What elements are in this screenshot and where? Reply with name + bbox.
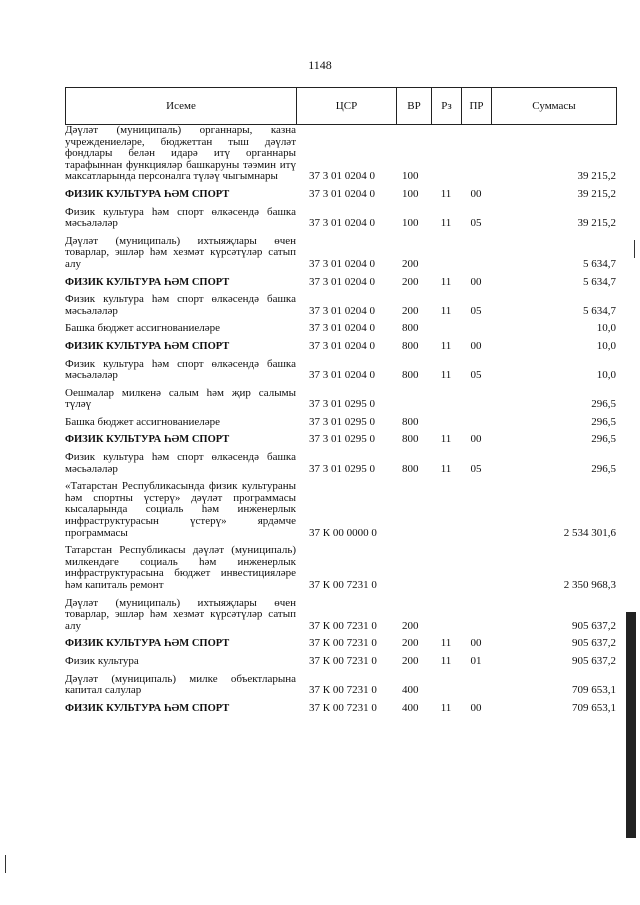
- row-rz: 11: [440, 637, 452, 650]
- row-sum: 5 634,7: [583, 275, 616, 288]
- row-csr: 37 3 01 0295 0: [309, 462, 375, 475]
- row-rz: 11: [440, 187, 452, 200]
- row-rz: 11: [440, 304, 452, 317]
- table-row: [65, 674, 616, 697]
- row-sum: 709 653,1: [572, 701, 616, 714]
- table-row: [65, 341, 616, 353]
- row-name: Дәүләт (муниципаль) ихтыяҗлары өчен товарлар, эшләр һәм хезмәт күрсәтүләр сатып алу: [65, 596, 296, 632]
- row-sum: 10,0: [596, 322, 616, 335]
- scan-edge-line: [626, 612, 636, 838]
- table-row: [65, 638, 616, 650]
- row-csr: 37 К 00 0000 0: [309, 526, 377, 539]
- row-name: ФИЗИК КУЛЬТУРА ҺӘМ СПОРТ: [65, 434, 230, 446]
- row-name: Башка бюджет ассигнованиеләре: [65, 322, 220, 335]
- row-sum: 5 634,7: [583, 257, 616, 270]
- row-name: Физик культура һәм спорт өлкәсендә башка мәсьәләләр: [65, 293, 296, 317]
- row-pr: 00: [470, 433, 482, 446]
- row-sum: 10,0: [596, 369, 616, 382]
- row-name: Физик культура һәм спорт өлкәсендә башка мәсьәләләр: [65, 205, 296, 230]
- column-header-pr: ПР: [462, 88, 492, 125]
- row-name: ФИЗИК КУЛЬТУРА ҺӘМ СПОРТ: [65, 340, 230, 352]
- column-header-rz: Рз: [432, 88, 462, 125]
- row-csr: 37 3 01 0204 0: [309, 275, 375, 288]
- row-name: Татарстан Республикасы дәүләт (муниципаль) милкендәге социаль һәм инженерлык инфраструктурасына бюджет инвестицияләре һәм капиталь ремонт: [65, 544, 296, 591]
- row-name: ФИЗИК КУЛЬТУРА ҺӘМ СПОРТ: [65, 188, 230, 200]
- column-header-csr: ЦСР: [297, 88, 397, 125]
- row-pr: 00: [470, 275, 482, 288]
- row-vr: 200: [402, 304, 419, 317]
- row-vr: 800: [402, 339, 419, 352]
- column-header-vr: ВР: [397, 88, 432, 125]
- row-sum: 296,5: [591, 415, 616, 428]
- row-sum: 39 215,2: [577, 170, 616, 183]
- row-pr: 05: [470, 369, 482, 382]
- row-name: ФИЗИК КУЛЬТУРА ҺӘМ СПОРТ: [65, 276, 230, 288]
- row-csr: 37 К 00 7231 0: [309, 684, 377, 697]
- row-pr: 05: [470, 304, 482, 317]
- row-csr: 37 3 01 0204 0: [309, 339, 375, 352]
- row-name: Физик культура: [65, 654, 139, 667]
- row-rz: 11: [440, 275, 452, 288]
- row-vr: 400: [402, 684, 419, 697]
- row-sum: 905 637,2: [572, 654, 616, 667]
- row-rz: 11: [440, 217, 452, 230]
- table-row: [65, 236, 616, 271]
- row-vr: 800: [402, 433, 419, 446]
- row-pr: 05: [470, 462, 482, 475]
- table-row: [65, 481, 616, 539]
- scan-mark: [5, 855, 6, 873]
- row-pr: 00: [470, 187, 482, 200]
- row-vr: 100: [402, 217, 419, 230]
- row-name: ФИЗИК КУЛЬТУРА ҺӘМ СПОРТ: [65, 702, 230, 714]
- table-row: [65, 452, 616, 475]
- row-rz: 11: [440, 462, 452, 475]
- row-pr: 05: [470, 217, 482, 230]
- table-row: [65, 417, 616, 429]
- table-row: [65, 207, 616, 230]
- row-rz: 11: [440, 701, 452, 714]
- row-csr: 37 3 01 0204 0: [309, 322, 375, 335]
- row-vr: 100: [402, 170, 419, 183]
- row-name: Физик культура һәм спорт өлкәсендә башка мәсьәләләр: [65, 357, 296, 382]
- row-sum: 5 634,7: [583, 304, 616, 317]
- scan-mark: [634, 240, 635, 258]
- table-row: [65, 294, 616, 317]
- row-sum: 2 350 968,3: [563, 579, 616, 591]
- row-pr: 00: [470, 637, 482, 650]
- table-row: [65, 323, 616, 335]
- row-rz: 11: [440, 433, 452, 446]
- page-number: 1148: [308, 58, 332, 72]
- row-sum: 296,5: [591, 398, 616, 411]
- row-name: Дәүләт (муниципаль) милке объектларына капитал салулар: [65, 672, 296, 697]
- row-csr: 37 К 00 7231 0: [309, 701, 377, 714]
- row-vr: 800: [402, 415, 419, 428]
- row-vr: 200: [402, 654, 419, 667]
- row-csr: 37 3 01 0204 0: [309, 187, 375, 200]
- row-csr: 37 3 01 0204 0: [309, 369, 375, 382]
- row-csr: 37 К 00 7231 0: [309, 619, 377, 632]
- row-vr: 800: [402, 322, 419, 335]
- table-row: [65, 656, 616, 668]
- table-row: [65, 125, 616, 183]
- row-name: Дәүләт (муниципаль) органнары, казна учреждениеләре, бюджеттан тыш дәүләт фондлары белән идарә итү органнары тарафыннан функцияләр башкаруны тәэмин итү максатларында персоналга түләү чыгымнары: [65, 124, 296, 183]
- table-row: [65, 434, 616, 446]
- row-vr: 200: [402, 275, 419, 288]
- table-row: [65, 598, 616, 633]
- row-csr: 37 К 00 7231 0: [309, 654, 377, 667]
- table-body: [65, 125, 616, 720]
- row-csr: 37 3 01 0295 0: [309, 398, 375, 411]
- row-name: Оешмалар милкенә салым һәм җир салымы түләү: [65, 386, 296, 411]
- row-name: ФИЗИК КУЛЬТУРА ҺӘМ СПОРТ: [65, 638, 230, 650]
- row-name: Дәүләт (муниципаль) ихтыяҗлары өчен товарлар, эшләр һәм хезмәт күрсәтүләр сатып алу: [65, 234, 296, 270]
- row-vr: 800: [402, 462, 419, 475]
- row-name: Башка бюджет ассигнованиеләре: [65, 415, 220, 428]
- row-sum: 10,0: [596, 339, 616, 352]
- row-name: «Татарстан Республикасында физик культураны һәм спортны үстерү» дәүләт программасы кысаларында социаль һәм инженерлык инфраструктурасын үстерү» ярдәмче программасы: [65, 480, 296, 539]
- table-header: [65, 87, 617, 125]
- table-row: [65, 545, 616, 591]
- row-csr: 37 3 01 0204 0: [309, 304, 375, 317]
- row-name: Физик культура һәм спорт өлкәсендә башка мәсьәләләр: [65, 451, 296, 475]
- row-csr: 37 К 00 7231 0: [309, 579, 377, 591]
- row-sum: 905 637,2: [572, 619, 616, 632]
- row-vr: 200: [402, 257, 419, 270]
- table-row: [65, 277, 616, 289]
- row-sum: 39 215,2: [577, 187, 616, 200]
- row-csr: 37 3 01 0204 0: [309, 217, 375, 230]
- table-row: [65, 359, 616, 382]
- row-vr: 200: [402, 619, 419, 632]
- row-vr: 100: [402, 187, 419, 200]
- row-pr: 01: [470, 654, 482, 667]
- row-sum: 2 534 301,6: [563, 526, 616, 539]
- table-row: [65, 388, 616, 411]
- row-csr: 37 К 00 7231 0: [309, 637, 377, 650]
- column-header-name: Исеме: [66, 88, 297, 125]
- table-row: [65, 703, 616, 715]
- row-csr: 37 3 01 0295 0: [309, 433, 375, 446]
- row-pr: 00: [470, 339, 482, 352]
- row-csr: 37 3 01 0204 0: [309, 257, 375, 270]
- row-rz: 11: [440, 369, 452, 382]
- row-pr: 00: [470, 701, 482, 714]
- row-sum: 709 653,1: [572, 684, 616, 697]
- row-rz: 11: [440, 654, 452, 667]
- row-vr: 800: [402, 369, 419, 382]
- row-sum: 39 215,2: [577, 217, 616, 230]
- row-csr: 37 3 01 0295 0: [309, 415, 375, 428]
- row-sum: 296,5: [591, 433, 616, 446]
- row-csr: 37 3 01 0204 0: [309, 170, 375, 183]
- row-rz: 11: [440, 339, 452, 352]
- row-sum: 296,5: [591, 462, 616, 475]
- table-row: [65, 189, 616, 201]
- row-vr: 200: [402, 637, 419, 650]
- row-sum: 905 637,2: [572, 637, 616, 650]
- column-header-sum: Суммасы: [492, 88, 617, 125]
- row-vr: 400: [402, 701, 419, 714]
